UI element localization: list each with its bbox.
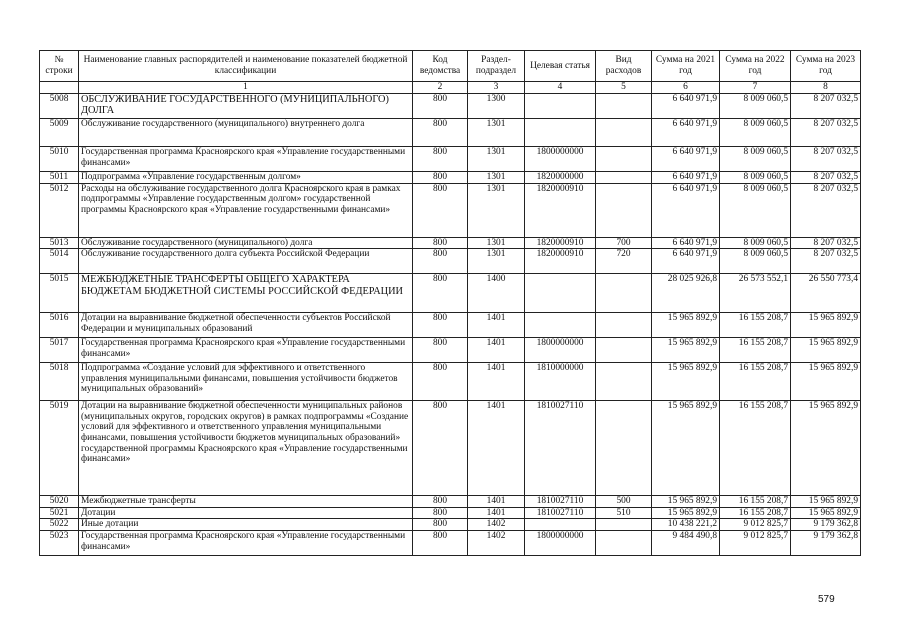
target-article: [525, 519, 596, 531]
header-row-number: № строки: [40, 51, 79, 82]
table-row: [40, 183, 861, 237]
target-article: 1810027110: [525, 496, 596, 508]
department-code: 800: [413, 363, 468, 401]
row-name: Государственная программа Красноярского края «Управление государственными финансами»: [79, 530, 413, 555]
row-name: Государственная программа Красноярского края «Управление государственными финансами»: [79, 147, 413, 172]
sum-2021: 9 484 490,8: [652, 530, 720, 555]
row-name: Подпрограмма «Создание условий для эффективного и ответственного управления муниципальными финансами, повышения устойчивости бюджетов муниципальных образований»: [79, 363, 413, 401]
target-article: [525, 313, 596, 338]
row-name: Межбюджетные трансферты: [79, 496, 413, 508]
target-article: 1800000000: [525, 338, 596, 363]
section-code: 1401: [468, 507, 525, 519]
sum-2023: 15 965 892,9: [791, 496, 861, 508]
expense-type: [596, 363, 652, 401]
sum-2023: 8 207 032,5: [791, 249, 861, 274]
expense-type: [596, 147, 652, 172]
sum-2022: 16 155 208,7: [720, 338, 791, 363]
row-number: 5017: [40, 338, 79, 363]
sum-2022: 8 009 060,5: [720, 94, 791, 119]
column-number: 6: [652, 82, 720, 94]
table-row: [40, 401, 861, 496]
department-code: 800: [413, 249, 468, 274]
row-name: Подпрограмма «Управление государственным долгом»: [79, 172, 413, 184]
sum-2022: 16 155 208,7: [720, 496, 791, 508]
sum-2023: 15 965 892,9: [791, 313, 861, 338]
department-code: 800: [413, 94, 468, 119]
department-code: 800: [413, 237, 468, 249]
column-number: 1: [79, 82, 413, 94]
target-article: 1810000000: [525, 363, 596, 401]
table-row: [40, 274, 861, 313]
header-sum-2022: Сумма на 2022 год: [720, 51, 791, 82]
table-row: [40, 172, 861, 184]
budget-table: [39, 50, 861, 556]
header-sum-2021: Сумма на 2021 год: [652, 51, 720, 82]
table-row: [40, 249, 861, 274]
row-number: 5023: [40, 530, 79, 555]
header-name: Наименование главных распорядителей и наименование показателей бюджетной классификации: [79, 51, 413, 82]
department-code: 800: [413, 496, 468, 508]
department-code: 800: [413, 530, 468, 555]
section-code: 1301: [468, 237, 525, 249]
expense-type: [596, 313, 652, 338]
table-row: [40, 519, 861, 531]
row-number: 5010: [40, 147, 79, 172]
row-name: МЕЖБЮДЖЕТНЫЕ ТРАНСФЕРТЫ ОБЩЕГО ХАРАКТЕРА БЮДЖЕТАМ БЮДЖЕТНОЙ СИСТЕМЫ РОССИЙСКОЙ ФЕДЕРАЦИИ: [79, 274, 413, 313]
table-row: [40, 237, 861, 249]
sum-2023: 8 207 032,5: [791, 237, 861, 249]
department-code: 800: [413, 274, 468, 313]
target-article: 1810027110: [525, 507, 596, 519]
target-article: 1820000910: [525, 249, 596, 274]
sum-2023: 8 207 032,5: [791, 183, 861, 237]
row-number: 5016: [40, 313, 79, 338]
sum-2021: 6 640 971,9: [652, 119, 720, 147]
sum-2023: 8 207 032,5: [791, 119, 861, 147]
expense-type: [596, 119, 652, 147]
section-code: 1400: [468, 274, 525, 313]
department-code: 800: [413, 401, 468, 496]
expense-type: [596, 172, 652, 184]
expense-type: 510: [596, 507, 652, 519]
row-name: Иные дотации: [79, 519, 413, 531]
sum-2023: 8 207 032,5: [791, 147, 861, 172]
row-number: 5011: [40, 172, 79, 184]
sum-2021: 6 640 971,9: [652, 237, 720, 249]
sum-2022: 16 155 208,7: [720, 363, 791, 401]
department-code: 800: [413, 147, 468, 172]
sum-2022: 8 009 060,5: [720, 249, 791, 274]
sum-2021: 10 438 221,2: [652, 519, 720, 531]
row-name: Обслуживание государственного (муниципального) долга: [79, 237, 413, 249]
sum-2023: 15 965 892,9: [791, 401, 861, 496]
row-name: ОБСЛУЖИВАНИЕ ГОСУДАРСТВЕННОГО (МУНИЦИПАЛЬНОГО) ДОЛГА: [79, 94, 413, 119]
row-number: 5013: [40, 237, 79, 249]
expense-type: [596, 530, 652, 555]
column-number: 5: [596, 82, 652, 94]
table-row: [40, 507, 861, 519]
target-article: [525, 119, 596, 147]
target-article: 1820000910: [525, 183, 596, 237]
sum-2021: 6 640 971,9: [652, 172, 720, 184]
department-code: 800: [413, 172, 468, 184]
row-name: Обслуживание государственного (муниципального) внутреннего долга: [79, 119, 413, 147]
column-number: 8: [791, 82, 861, 94]
table-row: [40, 363, 861, 401]
target-article: 1800000000: [525, 530, 596, 555]
table-row: [40, 338, 861, 363]
column-number: 4: [525, 82, 596, 94]
department-code: 800: [413, 338, 468, 363]
header-department-code: Код ведомства: [413, 51, 468, 82]
page-number: 579: [818, 594, 835, 605]
section-code: 1301: [468, 183, 525, 237]
sum-2021: 15 965 892,9: [652, 496, 720, 508]
row-number: 5015: [40, 274, 79, 313]
expense-type: [596, 338, 652, 363]
target-article: 1820000000: [525, 172, 596, 184]
row-number: 5021: [40, 507, 79, 519]
sum-2023: 9 179 362,8: [791, 530, 861, 555]
section-code: 1401: [468, 363, 525, 401]
section-code: 1401: [468, 338, 525, 363]
section-code: 1301: [468, 172, 525, 184]
sum-2021: 6 640 971,9: [652, 183, 720, 237]
department-code: 800: [413, 507, 468, 519]
row-name: Дотации на выравнивание бюджетной обеспеченности муниципальных районов (муниципальных округов, городских округов) в рамках подпрограммы «Создание условий для эффективного и ответственного управления муниципальными финансами, повышения устойчивости бюджетов муниципальных образований» государственной программы Красноярского края «Управление государственными финансами»: [79, 401, 413, 496]
section-code: 1402: [468, 530, 525, 555]
header-section: Раздел-подраздел: [468, 51, 525, 82]
column-number: 3: [468, 82, 525, 94]
expense-type: [596, 519, 652, 531]
section-code: 1301: [468, 119, 525, 147]
table-row: [40, 313, 861, 338]
row-number: 5012: [40, 183, 79, 237]
sum-2022: 8 009 060,5: [720, 172, 791, 184]
department-code: 800: [413, 183, 468, 237]
section-code: 1401: [468, 401, 525, 496]
sum-2023: 8 207 032,5: [791, 172, 861, 184]
department-code: 800: [413, 519, 468, 531]
sum-2022: 8 009 060,5: [720, 237, 791, 249]
row-number: 5019: [40, 401, 79, 496]
sum-2021: 15 965 892,9: [652, 313, 720, 338]
row-number: 5022: [40, 519, 79, 531]
row-number: 5014: [40, 249, 79, 274]
expense-type: [596, 94, 652, 119]
sum-2022: 9 012 825,7: [720, 530, 791, 555]
target-article: 1810027110: [525, 401, 596, 496]
table-body: [40, 82, 861, 556]
row-name: Государственная программа Красноярского края «Управление государственными финансами»: [79, 338, 413, 363]
section-code: 1401: [468, 313, 525, 338]
sum-2023: 15 965 892,9: [791, 507, 861, 519]
section-code: 1300: [468, 94, 525, 119]
department-code: 800: [413, 313, 468, 338]
row-name: Дотации на выравнивание бюджетной обеспеченности субъектов Российской Федерации и муниципальных образований: [79, 313, 413, 338]
table-row: [40, 496, 861, 508]
column-number: 2: [413, 82, 468, 94]
section-code: 1401: [468, 496, 525, 508]
table-row: [40, 530, 861, 555]
sum-2021: 6 640 971,9: [652, 147, 720, 172]
table-row: [40, 147, 861, 172]
sum-2022: 16 155 208,7: [720, 507, 791, 519]
expense-type: [596, 183, 652, 237]
sum-2021: 15 965 892,9: [652, 507, 720, 519]
sum-2022: 16 155 208,7: [720, 313, 791, 338]
row-number: 5018: [40, 363, 79, 401]
sum-2023: 26 550 773,4: [791, 274, 861, 313]
sum-2022: 16 155 208,7: [720, 401, 791, 496]
sum-2021: 15 965 892,9: [652, 363, 720, 401]
target-article: [525, 274, 596, 313]
row-name: Дотации: [79, 507, 413, 519]
column-number: 7: [720, 82, 791, 94]
row-name: Обслуживание государственного долга субъекта Российской Федерации: [79, 249, 413, 274]
column-number-row: [40, 82, 861, 94]
sum-2022: 8 009 060,5: [720, 147, 791, 172]
target-article: [525, 94, 596, 119]
expense-type: [596, 401, 652, 496]
target-article: 1800000000: [525, 147, 596, 172]
sum-2021: 15 965 892,9: [652, 338, 720, 363]
sum-2022: 26 573 552,1: [720, 274, 791, 313]
expense-type: 500: [596, 496, 652, 508]
department-code: 800: [413, 119, 468, 147]
sum-2021: 28 025 926,8: [652, 274, 720, 313]
sum-2022: 9 012 825,7: [720, 519, 791, 531]
header-sum-2023: Сумма на 2023 год: [791, 51, 861, 82]
sum-2023: 15 965 892,9: [791, 363, 861, 401]
sum-2023: 9 179 362,8: [791, 519, 861, 531]
table-row: [40, 94, 861, 119]
header-target-article: Целевая статья: [525, 51, 596, 82]
sum-2023: 8 207 032,5: [791, 94, 861, 119]
column-number: [40, 82, 79, 94]
header-expense-type: Вид расходов: [596, 51, 652, 82]
table-row: [40, 119, 861, 147]
sum-2022: 8 009 060,5: [720, 119, 791, 147]
sum-2021: 6 640 971,9: [652, 94, 720, 119]
section-code: 1301: [468, 249, 525, 274]
expense-type: 700: [596, 237, 652, 249]
row-number: 5009: [40, 119, 79, 147]
section-code: 1402: [468, 519, 525, 531]
expense-type: 720: [596, 249, 652, 274]
row-number: 5008: [40, 94, 79, 119]
row-number: 5020: [40, 496, 79, 508]
expense-type: [596, 274, 652, 313]
sum-2023: 15 965 892,9: [791, 338, 861, 363]
table-header-row: [40, 51, 861, 82]
sum-2021: 6 640 971,9: [652, 249, 720, 274]
sum-2021: 15 965 892,9: [652, 401, 720, 496]
sum-2022: 8 009 060,5: [720, 183, 791, 237]
section-code: 1301: [468, 147, 525, 172]
row-name: Расходы на обслуживание государственного долга Красноярского края в рамках подпрограммы «Управление государственным долгом» государственной программы Красноярского края «Управление государственными финансами»: [79, 183, 413, 237]
target-article: 1820000910: [525, 237, 596, 249]
